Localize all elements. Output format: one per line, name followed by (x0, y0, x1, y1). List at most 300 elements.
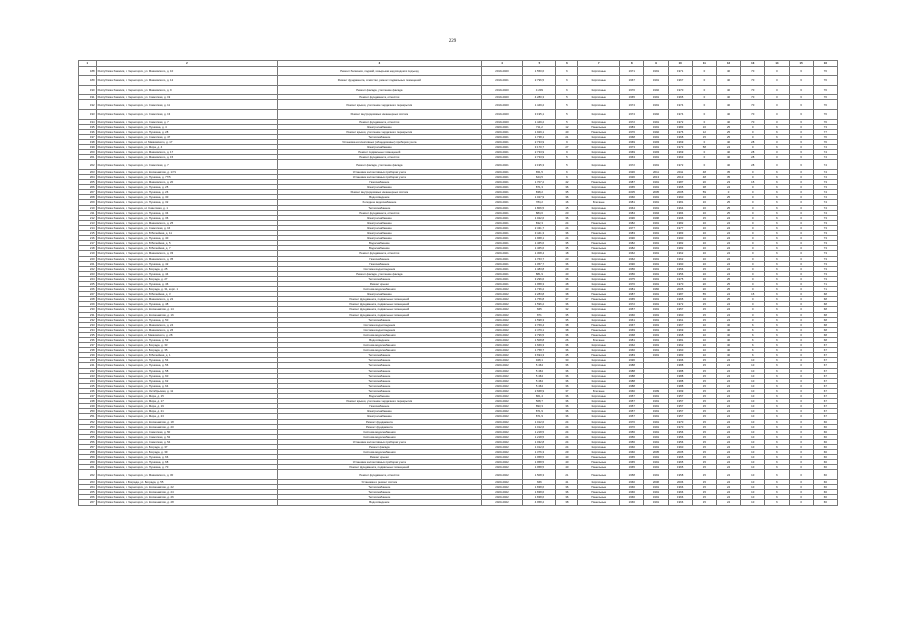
table-cell: Электроснабжение (278, 220, 482, 225)
table-cell: 1984 (668, 210, 692, 215)
table-cell: 1991 (644, 246, 668, 251)
table-cell: 6 (765, 424, 789, 429)
table-cell: 25 (716, 210, 740, 215)
table-cell: Ремонт фундамента (278, 419, 482, 424)
table-cell: 15 (692, 424, 716, 429)
table-cell: 73 (813, 276, 837, 281)
table-cell: 1987 (668, 180, 692, 185)
table-cell: 0 (789, 368, 813, 373)
table-cell: 0 (789, 231, 813, 236)
table-cell: 1965 (668, 95, 692, 100)
table-cell: 1 022,6 (523, 215, 556, 220)
table-cell: Кирпичные (578, 281, 620, 286)
table-cell: 0 (789, 404, 813, 409)
table-cell: 38 (692, 185, 716, 190)
table-cell: 252 (79, 419, 97, 424)
table-cell: 1966 (668, 490, 692, 495)
table-cell: Ремонт фундамента, отмостки (278, 95, 482, 100)
table-cell: 2013 (668, 175, 692, 180)
table-cell: 15 (692, 429, 716, 434)
table-cell: 15 (692, 470, 716, 480)
table-cell: 1983 (668, 353, 692, 358)
table-cell: 2 733,9 (523, 150, 556, 155)
table-cell: 1964 (668, 205, 692, 210)
table-cell: 1991 (644, 251, 668, 256)
table-cell: 25 (716, 129, 740, 134)
table-cell: 6 (765, 266, 789, 271)
table-cell: 2005 (668, 287, 692, 292)
table-cell: Теплоснабжение (278, 134, 482, 139)
table-cell: Кирпичные (578, 394, 620, 399)
table-cell: 37 (556, 297, 578, 302)
table-cell: 25 (716, 297, 740, 302)
table-cell: 6 (765, 363, 789, 368)
table-cell: Система водоотведения (278, 322, 482, 327)
table-cell: 264 (79, 485, 97, 490)
table-cell: 2020-2022 (481, 409, 523, 414)
table-cell: Республика Хакасия, г. Черногорск, ул. Бограда, д. 31, корп. 1 (96, 287, 278, 292)
table-cell: Водоотведение (278, 195, 482, 200)
table-cell: Кирпичные (578, 261, 620, 266)
table-cell: 1983 (620, 124, 644, 129)
table-cell: 24 (716, 450, 740, 455)
table-cell: 28 (741, 150, 765, 155)
table-cell: 6 (765, 261, 789, 266)
table-cell: 24 (716, 368, 740, 373)
table-cell: 0 (789, 281, 813, 286)
table-cell: Кирпичные (578, 100, 620, 110)
table-cell: 0 (741, 287, 765, 292)
table-cell: Теплоснабжение (278, 383, 482, 388)
table-cell: 74 (813, 205, 837, 210)
table-cell: 1972 (620, 160, 644, 170)
table-cell: 1982 (644, 287, 668, 292)
table-cell: 0 (741, 185, 765, 190)
table-cell: 198 (79, 139, 97, 144)
table-cell: 15 (692, 373, 716, 378)
table-cell: 40 (716, 348, 740, 353)
table-cell: 10 (741, 465, 765, 470)
table-cell: Республика Хакасия, г. Черногорск, ул. Советская, д. 11 (96, 100, 278, 110)
table-cell: 1991 (644, 394, 668, 399)
table-cell: 10 (741, 429, 765, 434)
table-cell: 6 (765, 404, 789, 409)
table-cell: 6 (765, 455, 789, 460)
table-cell: 15 (692, 383, 716, 388)
table-cell: 40 (556, 465, 578, 470)
table-cell: 217 (79, 241, 97, 246)
table-cell: 0 (789, 292, 813, 297)
table-cell: 1991 (644, 236, 668, 241)
table-cell: 68 (813, 307, 837, 312)
table-cell: 2020-2022 (481, 317, 523, 322)
table-cell: 1961 (620, 317, 644, 322)
table-cell: Республика Хакасия, г. Черногорск, ул. Маяковского, д. 30 (96, 470, 278, 480)
table-cell: 2005 (668, 450, 692, 455)
table-cell: Ремонт крыши, утепление чердачного перекрытия (278, 399, 482, 404)
table-cell: 1991 (644, 302, 668, 307)
table-cell: 70 (741, 95, 765, 100)
table-cell: Республика Хакасия, г. Черногорск, ул. Бограда, д. 25 (96, 266, 278, 271)
table-cell: Кирпичные (578, 373, 620, 378)
table-cell: Республика Хакасия, г. Черногорск, ул. Октябрьская, д. 11 (96, 388, 278, 393)
table-cell: 36 (556, 195, 578, 200)
table-cell: 24 (716, 434, 740, 439)
table-cell: 76 (813, 76, 837, 86)
table-cell: 222 (79, 266, 97, 271)
table-cell: 28 (741, 155, 765, 160)
table-cell: 66 (813, 490, 837, 495)
table-cell: 1996 (620, 215, 644, 220)
table-cell: 1991 (644, 444, 668, 449)
page-number: 229 (448, 39, 457, 44)
table-cell: 41 (556, 480, 578, 485)
table-cell: 36 (556, 414, 578, 419)
table-cell: 1969 (620, 150, 644, 155)
table-cell: 1991 (644, 465, 668, 470)
table-row (79, 66, 838, 76)
table-cell: 2020-2022 (481, 353, 523, 358)
table-cell: 194 (79, 119, 97, 124)
table-cell: 15 (692, 307, 716, 312)
table-cell: 871,3 (523, 185, 556, 190)
table-cell: 871,9 (523, 409, 556, 414)
table-cell: 6 (765, 409, 789, 414)
table-cell: Кирпичные (578, 256, 620, 261)
table-cell: Теплоснабжение (278, 368, 482, 373)
table-cell: 266 (79, 495, 97, 500)
table-cell: Ремонт балконов, лоджий, козырьков над входом в подъезд (278, 66, 482, 76)
table-cell: 67 (813, 373, 837, 378)
table-cell: Кирпичные (578, 155, 620, 160)
table-cell: 2020-2022 (481, 450, 523, 455)
table-cell: Ремонт фундамента, подвальных помещений (278, 312, 482, 317)
table-cell: Ремонт крыши (278, 455, 482, 460)
table-cell: 24 (716, 256, 740, 261)
table-cell: Панельные (578, 500, 620, 505)
table-cell: 6 (765, 429, 789, 434)
table-cell: 0 (741, 236, 765, 241)
table-cell: 6 (765, 465, 789, 470)
table-cell: 1965 (668, 465, 692, 470)
table-cell: 2020-2022 (481, 373, 523, 378)
table-cell: 6 (765, 312, 789, 317)
table-cell: 0 (789, 414, 813, 419)
table-cell: 1962 (620, 251, 644, 256)
table-cell: 10 (741, 500, 765, 505)
table-cell: Республика Хакасия, г. Черногорск, ул. Пушкина, д. 42 (96, 261, 278, 266)
table-cell: 1974 (620, 100, 644, 110)
table-cell: 2020-2021 (481, 124, 523, 129)
table-cell: 1957 (620, 404, 644, 409)
table-cell: 5 464 (523, 383, 556, 388)
table-cell: 239 (79, 353, 97, 358)
table-cell: 2020-2022 (481, 480, 523, 485)
table-cell: 2020-2022 (481, 348, 523, 353)
table-cell: 24 (716, 424, 740, 429)
table-cell: Панельные (578, 490, 620, 495)
column-header: 14 (765, 61, 789, 67)
table-cell: 74 (813, 195, 837, 200)
table-cell: 24 (556, 434, 578, 439)
table-cell: 2020-2022 (481, 424, 523, 429)
table-cell: 232 (79, 317, 97, 322)
table-cell: 16 (692, 271, 716, 276)
table-cell: 2020-2021 (481, 190, 523, 195)
column-header: 3 (278, 61, 482, 67)
table-cell: Республика Хакасия, г. Черногорск, ул. Мира, д. 4 (96, 145, 278, 150)
table-cell: 1973 (620, 145, 644, 150)
table-cell: 36 (556, 215, 578, 220)
table-cell: 2020-2021 (481, 231, 523, 236)
table-cell: 1 465,6 (523, 246, 556, 251)
table-cell: Кирпичные (578, 266, 620, 271)
table-cell: 24 (556, 439, 578, 444)
table-cell: 2020-2022 (481, 368, 523, 373)
table-cell: 1956 (668, 266, 692, 271)
table-cell: 1 838,6 (523, 495, 556, 500)
table-cell: 10 (692, 353, 716, 358)
table-cell: 1 508,8 (523, 338, 556, 343)
table-cell: 0 (741, 220, 765, 225)
table-cell: 1975 (668, 276, 692, 281)
table-cell: 1 929,1 (523, 129, 556, 134)
table-cell: 1970 (620, 419, 644, 424)
table-cell: 1983 (668, 124, 692, 129)
table-cell: 1969 (668, 150, 692, 155)
table-cell: 1977 (620, 225, 644, 230)
table-cell: Республика Хакасия, г. Черногорск, ул. Юбилейная, д. 11 (96, 231, 278, 236)
table-cell: 0 (789, 210, 813, 215)
table-cell: Кирпичные (578, 134, 620, 139)
table-cell: 10 (741, 383, 765, 388)
table-cell: 0 (789, 439, 813, 444)
table-cell: 2020-2022 (481, 414, 523, 419)
table-cell: 73 (813, 220, 837, 225)
table-cell: 1957 (668, 414, 692, 419)
table-cell: 3 170,7 (523, 145, 556, 150)
column-header: 4 (481, 61, 523, 67)
table-cell: 1966 (620, 485, 644, 490)
table-cell: 1957 (620, 414, 644, 419)
table-cell: 74 (813, 190, 837, 195)
table-cell: 199 (79, 145, 97, 150)
table-cell: 1 508,3 (523, 470, 556, 480)
table-cell: 242 (79, 368, 97, 373)
table-cell: 24 (716, 246, 740, 251)
table-cell: 2020-2021 (481, 271, 523, 276)
table-cell: 0 (789, 424, 813, 429)
table-cell: 24 (716, 312, 740, 317)
table-cell: 27 (556, 145, 578, 150)
table-cell: 249 (79, 404, 97, 409)
table-cell: 0 (741, 297, 765, 302)
table-cell: 10 (741, 363, 765, 368)
table-cell: Республика Хакасия, г. Черногорск, ул. Мира, д. 17 (96, 399, 278, 404)
table-cell: 29 (556, 266, 578, 271)
table-cell: Система водоснабжения (278, 348, 482, 353)
table-cell: 6 (765, 124, 789, 129)
table-cell: Водоотведение (278, 500, 482, 505)
table-cell: 40 (716, 322, 740, 327)
table-cell: 24 (716, 292, 740, 297)
table-cell: 74 (813, 169, 837, 174)
table-cell: Теплоснабжение (278, 358, 482, 363)
table-cell: 2006 (644, 480, 668, 485)
table-cell: 0 (789, 394, 813, 399)
table-cell: Система водоотведения (278, 266, 482, 271)
table-cell: Кирпичные (578, 363, 620, 368)
table-cell: 24 (716, 358, 740, 363)
table-cell: 6 (789, 155, 813, 160)
table-cell: Водоотведение (278, 338, 482, 343)
table-cell: 2 195,3 (523, 160, 556, 170)
table-cell: 241 (79, 363, 97, 368)
table-cell: Водоснабжение (278, 246, 482, 251)
table-cell: Водоснабжение (278, 241, 482, 246)
table-cell: 6 (765, 470, 789, 480)
table-cell: 40 (556, 455, 578, 460)
table-cell: 36 (556, 404, 578, 409)
table-cell: 76 (813, 95, 837, 100)
table-cell: 2 733,9 (523, 155, 556, 160)
table-cell: 66 (813, 434, 837, 439)
table-cell: 68 (813, 338, 837, 343)
table-cell: 2020-2022 (481, 439, 523, 444)
table-cell: 2020-2021 (481, 215, 523, 220)
table-cell: 24 (556, 424, 578, 429)
table-cell: 1991 (644, 205, 668, 210)
table-cell: 230 (79, 307, 97, 312)
table-cell: 74 (813, 145, 837, 150)
table-cell: 30 (556, 358, 578, 363)
table-cell: 0 (789, 465, 813, 470)
table-cell: 36 (556, 373, 578, 378)
table-cell: Установка коллективных приборов учета (278, 439, 482, 444)
table-cell: 74 (813, 160, 837, 170)
table-cell: 32 (556, 307, 578, 312)
table-cell: 1964 (620, 205, 644, 210)
table-cell: 6 (765, 210, 789, 215)
table-cell: 1991 (644, 185, 668, 190)
table-cell: Республика Хакасия, г. Черногорск, ул. Пушкина, д. 58 (96, 368, 278, 373)
table-cell: 1993 (644, 150, 668, 155)
table-cell: Кирпичные (578, 139, 620, 144)
table-cell: 35 (556, 312, 578, 317)
table-cell: Республика Хакасия, г. Черногорск, ул. Маяковского, д. 24 (96, 322, 278, 327)
table-cell: 10 (692, 343, 716, 348)
table-cell: 1991 (644, 460, 668, 465)
table-cell: 25 (716, 124, 740, 129)
table-cell: 0 (692, 160, 716, 170)
table-cell: Ремонт крыши, утепление чердачного перекрытия (278, 129, 482, 134)
table-cell: 188 (79, 66, 97, 76)
table-cell: Кирпичные (578, 236, 620, 241)
table-cell: 2013 (644, 175, 668, 180)
table-cell: 6 (765, 419, 789, 424)
table-cell: 1957 (668, 394, 692, 399)
table-cell: 2019-2020 (481, 119, 523, 124)
table-cell: 1 758,7 (523, 348, 556, 353)
table-cell: 0 (789, 169, 813, 174)
table-row (79, 85, 838, 95)
table-cell: 70 (741, 109, 765, 119)
table-cell: 67 (813, 368, 837, 373)
table-cell: 1 550,6 (523, 66, 556, 76)
table-cell: Кирпичные (578, 434, 620, 439)
table-cell: 1991 (644, 470, 668, 480)
table-cell: 2020-2021 (481, 150, 523, 155)
table-cell: 2011 (644, 169, 668, 174)
table-cell: 1956 (620, 429, 644, 434)
table-cell: 215 (79, 231, 97, 236)
table-cell: 0 (741, 276, 765, 281)
table-cell: 1996 (668, 358, 692, 363)
table-cell: 1 012,6 (523, 424, 556, 429)
table-cell: 2005 (668, 190, 692, 195)
table-cell: 2019-2020 (481, 100, 523, 110)
table-cell: Кирпичные (578, 287, 620, 292)
table-cell: 6 (765, 251, 789, 256)
table-cell: Республика Хакасия, г. Черногорск, ул. Юбилейная, д. 1 (96, 353, 278, 358)
table-cell: 0 (741, 215, 765, 220)
table-cell: 1991 (644, 439, 668, 444)
column-header: 2 (96, 61, 278, 67)
table-cell: 1991 (644, 292, 668, 297)
table-cell: 0 (789, 302, 813, 307)
table-cell: 0 (789, 485, 813, 490)
table-cell: 6 (765, 399, 789, 404)
table-cell: Республика Хакасия, г. Черногорск, ул. Космонавтов, д. 16 (96, 312, 278, 317)
table-cell: 1991 (644, 322, 668, 327)
table-cell: 40 (716, 66, 740, 76)
column-header: 12 (716, 61, 740, 67)
table-cell: 1992 (644, 109, 668, 119)
table-cell: 0 (789, 129, 813, 134)
table-cell: 73 (813, 225, 837, 230)
table-cell: Электроснабжение (278, 231, 482, 236)
table-cell: 0 (789, 455, 813, 460)
table-cell: 15 (692, 460, 716, 465)
table-cell: 0 (789, 225, 813, 230)
table-cell: 1991 (644, 419, 668, 424)
table-cell: 0 (765, 100, 789, 110)
table-cell: 0 (692, 85, 716, 95)
table-cell: 76 (813, 85, 837, 95)
table-cell: 10 (741, 495, 765, 500)
table-cell: 38 (556, 292, 578, 297)
table-cell: 1967 (620, 76, 644, 86)
table-cell: 16 (692, 200, 716, 205)
table-cell: 20 (692, 180, 716, 185)
table-cell: 73 (813, 251, 837, 256)
table-cell: 1999 (668, 388, 692, 393)
table-cell: 1991 (644, 281, 668, 286)
table-cell: 0 (789, 134, 813, 139)
table-cell: 74 (813, 210, 837, 215)
table-cell: 6 (765, 353, 789, 358)
table-cell: 16 (692, 225, 716, 230)
table-cell: 1962 (620, 256, 644, 261)
table-cell: 15 (692, 312, 716, 317)
table-cell: 2020-2021 (481, 145, 523, 150)
table-cell: 73 (813, 241, 837, 246)
table-cell: 36 (556, 276, 578, 281)
table-cell: 210 (79, 205, 97, 210)
table-cell: Панельные (578, 124, 620, 129)
table-cell: 0 (692, 76, 716, 86)
table-cell: 2005 (644, 190, 668, 195)
